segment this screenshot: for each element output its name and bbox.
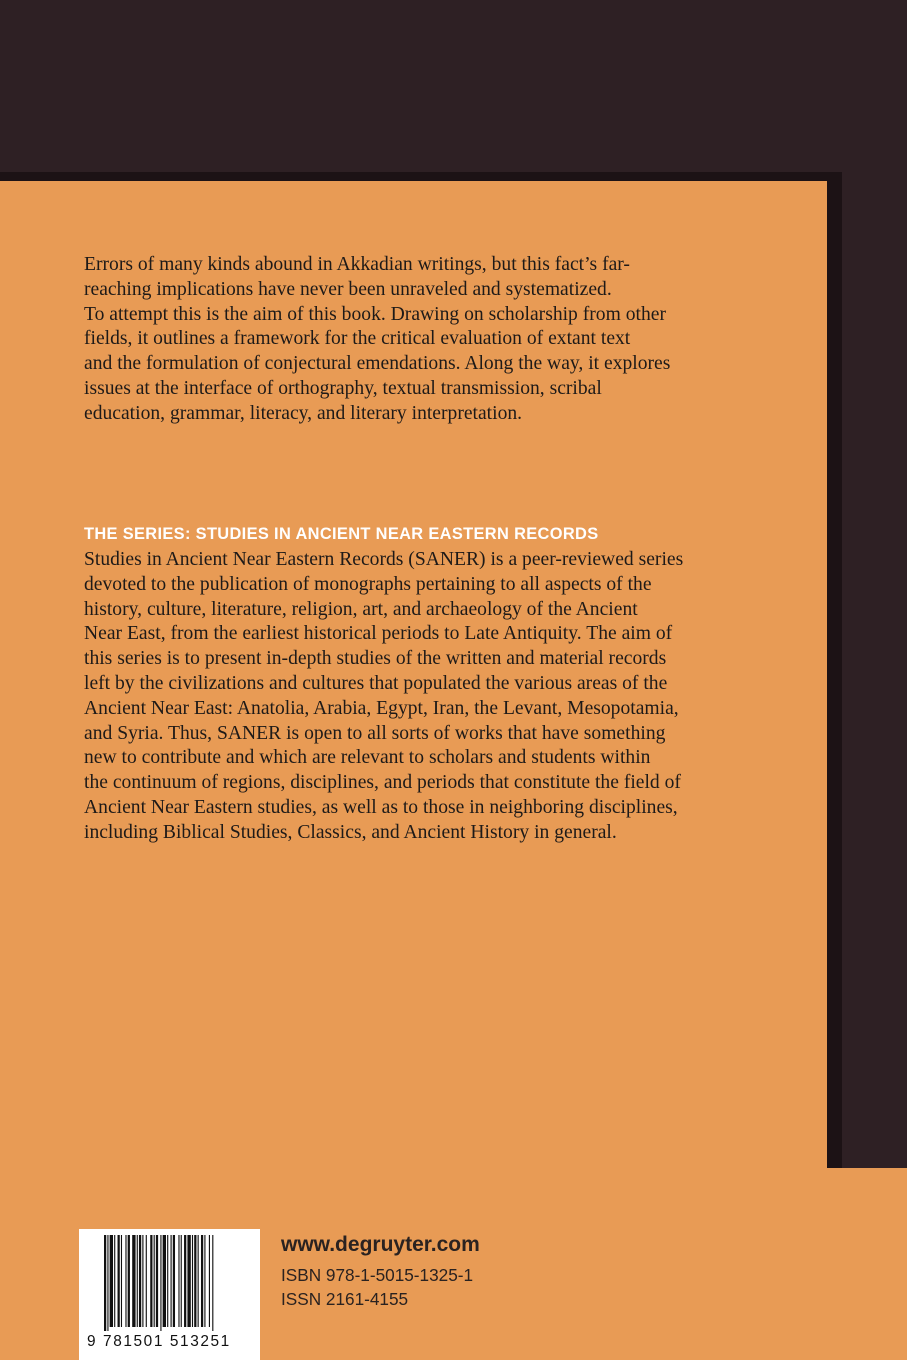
issn-number: ISSN 2161-4155 <box>281 1289 409 1309</box>
barcode-bar <box>163 1235 166 1327</box>
series-line: devoted to the publication of monographs pertaining to all aspects of the <box>84 573 652 595</box>
barcode-bar <box>132 1235 135 1327</box>
barcode-bar <box>154 1235 155 1327</box>
barcode-bar <box>121 1235 122 1327</box>
isbn-number: ISBN 978-1-5015-1325-1 <box>281 1265 474 1285</box>
barcode-bar <box>181 1235 182 1327</box>
barcode-bar <box>184 1235 186 1327</box>
barcode-bar <box>156 1235 158 1327</box>
barcode-bar <box>187 1235 190 1327</box>
barcode-bar <box>150 1235 152 1327</box>
barcode-bar <box>192 1235 193 1327</box>
series-line: new to contribute and which are relevant to scholars and students within <box>84 747 651 769</box>
series-line: this series is to present in-depth studies of the written and material records <box>84 648 667 670</box>
barcode-bar <box>194 1235 196 1327</box>
barcode-bar <box>201 1235 203 1327</box>
series-line: Near East, from the earliest historical periods to Late Antiquity. The aim of <box>84 623 673 645</box>
barcode-bar <box>204 1235 205 1327</box>
barcode-bar <box>114 1235 115 1327</box>
barcode <box>79 1229 260 1360</box>
book-blurb <box>84 253 764 427</box>
series-line: Ancient Near East: Anatolia, Arabia, Egypt, Iran, the Levant, Mesopotamia, <box>84 697 679 719</box>
blurb-line: and the formulation of conjectural emendations. Along the way, it explores <box>84 353 671 375</box>
barcode-bar <box>171 1235 172 1327</box>
series-line: history, culture, literature, religion, art, and archaeology of the Ancient <box>84 598 638 620</box>
barcode-bars <box>104 1235 244 1331</box>
barcode-bar <box>142 1235 143 1327</box>
barcode-bar <box>118 1235 120 1327</box>
blurb-line: fields, it outlines a framework for the critical evaluation of extant text <box>84 328 631 350</box>
blurb-line: To attempt this is the aim of this book. Drawing on scholarship from other <box>84 303 666 325</box>
barcode-bar <box>128 1235 130 1327</box>
blurb-line: Errors of many kinds abound in Akkadian writings, but this fact’s far- <box>84 254 630 275</box>
series-line: left by the civilizations and cultures that populated the various areas of the <box>84 672 668 694</box>
blurb-line: education, grammar, literacy, and literary interpretation. <box>84 402 523 424</box>
series-line: Studies in Ancient Near Eastern Records (SANER) is a peer-reviewed series <box>84 549 684 570</box>
barcode-bar <box>198 1235 199 1327</box>
series-line: and Syria. Thus, SANER is open to all sorts of works that have something <box>84 722 666 744</box>
series-heading: THE SERIES: STUDIES IN ANCIENT NEAR EASTERN RECORDS <box>84 525 599 543</box>
series-line: including Biblical Studies, Classics, and Ancient History in general. <box>84 821 617 843</box>
publisher-info <box>281 1232 480 1311</box>
barcode-digits: 9 781501 513251 <box>87 1333 231 1350</box>
barcode-bar <box>209 1235 210 1327</box>
barcode-bar <box>107 1235 108 1331</box>
series-description <box>84 548 764 846</box>
barcode-bar <box>139 1235 141 1327</box>
barcode-bar <box>173 1235 175 1327</box>
barcode-bar <box>178 1235 179 1327</box>
series-line: the continuum of regions, disciplines, and periods that constitute the field of <box>84 772 681 794</box>
barcode-bar <box>137 1235 138 1327</box>
barcode-bar <box>104 1235 106 1331</box>
blurb-line: reaching implications have never been unraveled and systematized. <box>84 278 612 300</box>
barcode-bar <box>167 1235 168 1327</box>
series-line: Ancient Near Eastern studies, as well as to those in neighboring disciplines, <box>84 796 678 818</box>
barcode-bar <box>146 1235 147 1327</box>
barcode-bar <box>212 1235 213 1331</box>
publisher-url: www.degruyter.com <box>281 1233 480 1256</box>
barcode-bar <box>160 1235 161 1331</box>
barcode-bar <box>125 1235 126 1327</box>
blurb-line: issues at the interface of orthography, textual transmission, scribal <box>84 377 602 399</box>
cover-lower-edge <box>827 1168 907 1360</box>
barcode-bar <box>110 1235 113 1327</box>
